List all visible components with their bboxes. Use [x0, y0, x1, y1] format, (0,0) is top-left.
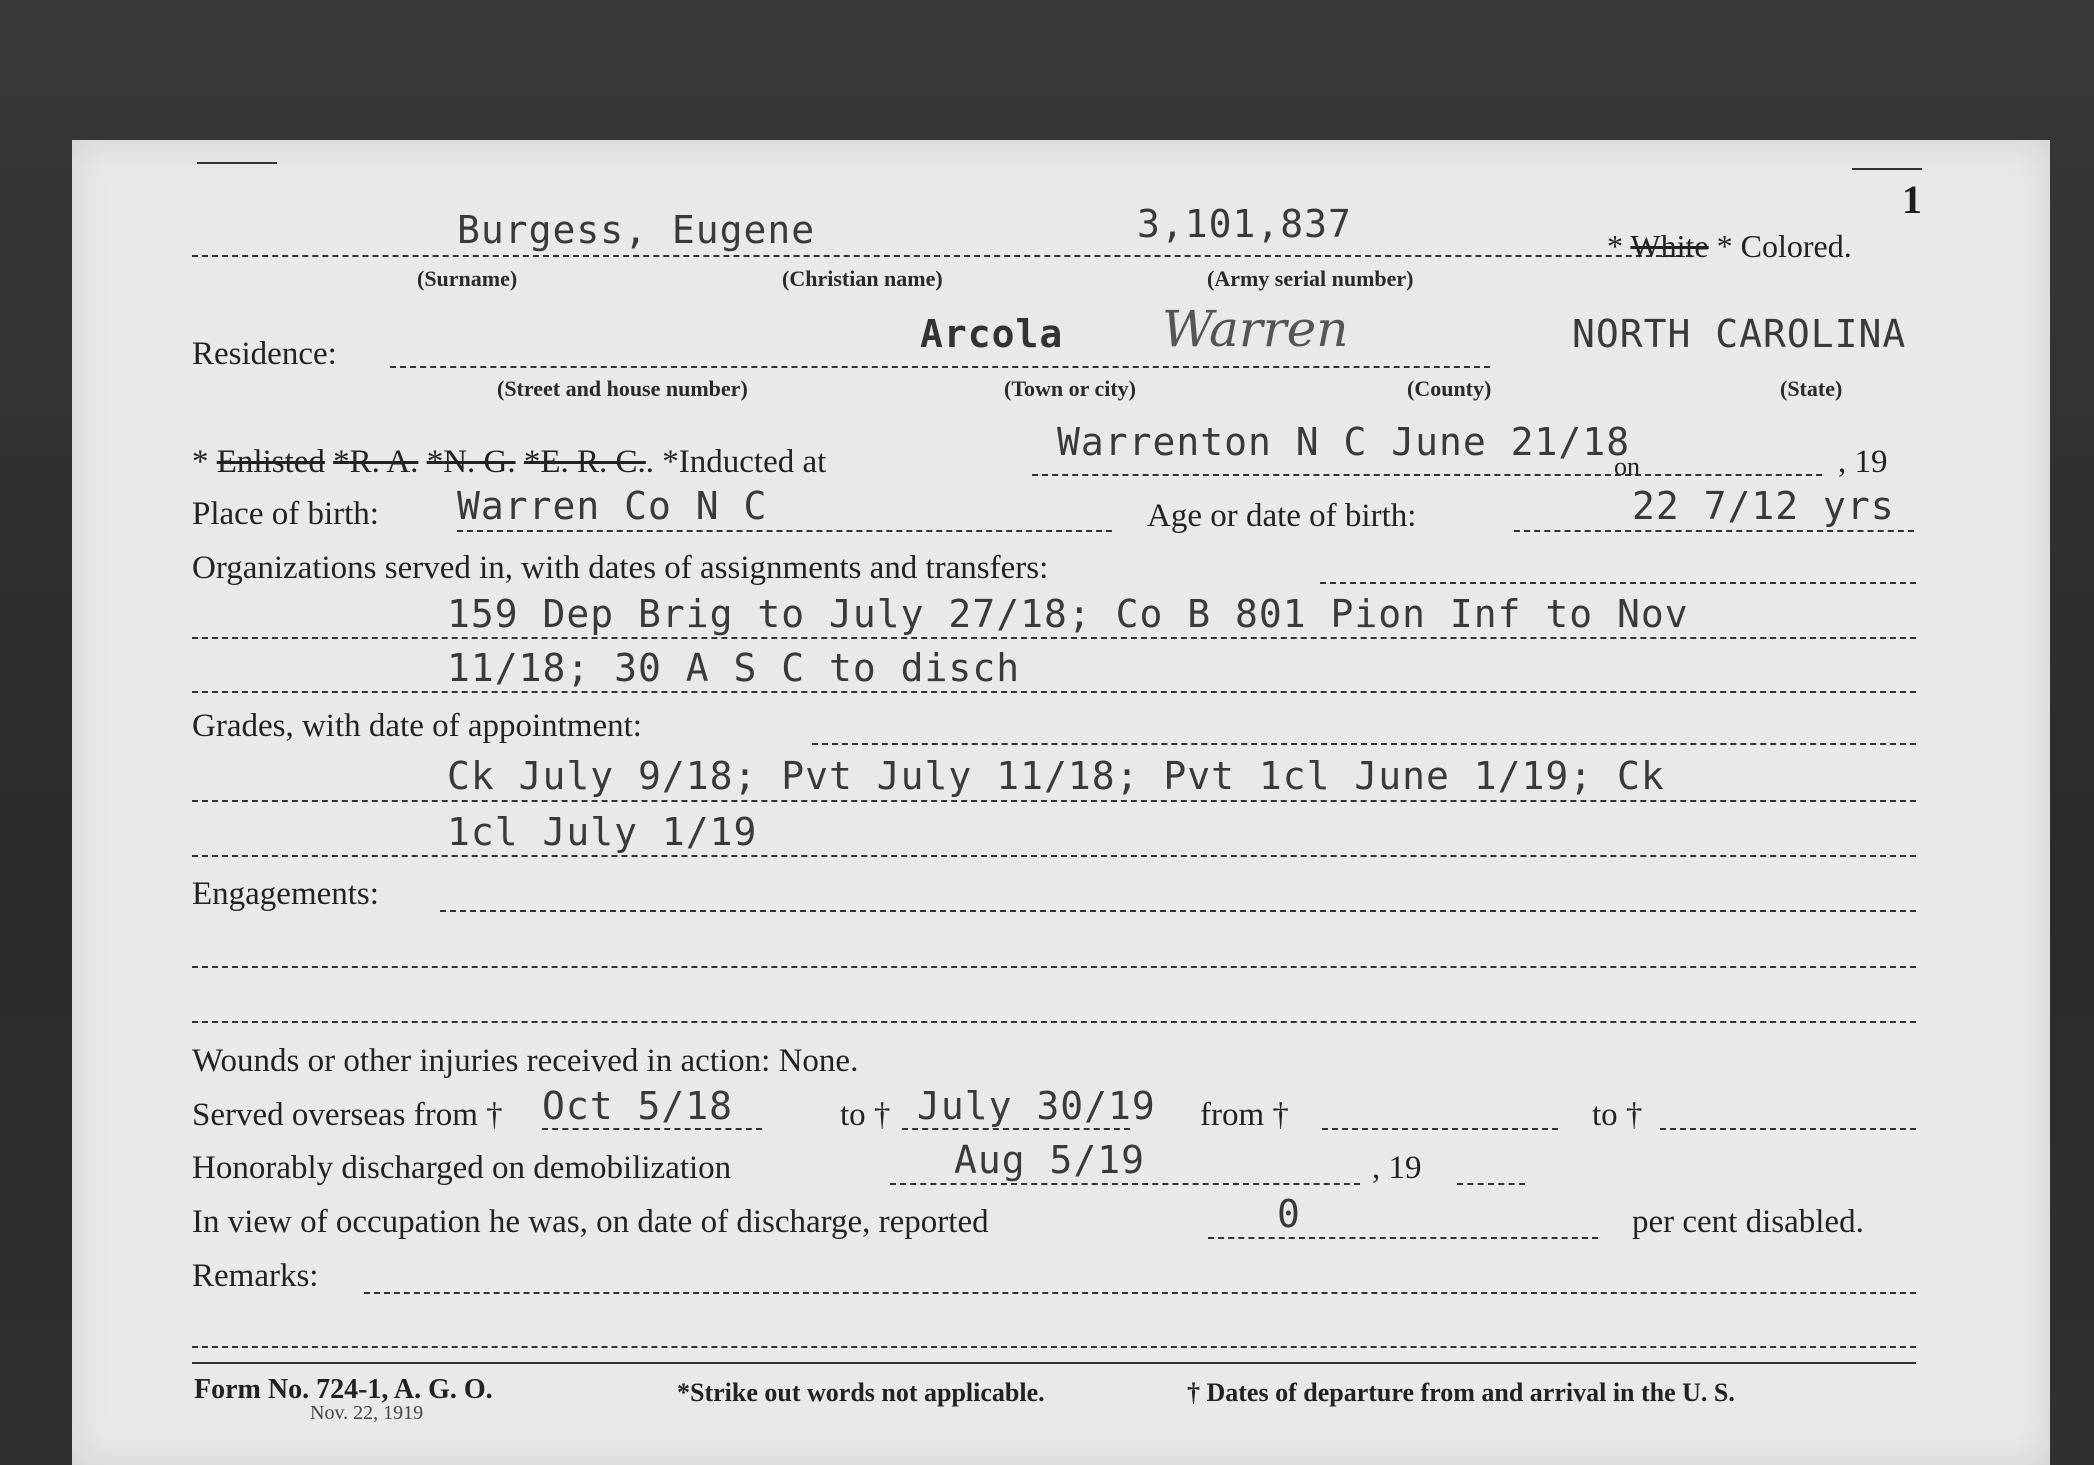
- race-field: [1607, 228, 1852, 265]
- grades-text-2: 1cl July 1/19: [447, 810, 758, 854]
- grades-line-1: [192, 800, 1916, 802]
- enlistment-type: [192, 444, 826, 481]
- top-right-rule: [1852, 168, 1922, 170]
- residence-state: NORTH CAROLINA: [1572, 312, 1907, 356]
- organizations-line-0: [1320, 582, 1916, 584]
- name-line: [192, 255, 1692, 257]
- inducted-line: [1032, 474, 1822, 476]
- caption-street: (Street and house number): [497, 376, 748, 401]
- wounds-field: [192, 1043, 858, 1080]
- ng-struck: N. G.: [443, 444, 516, 480]
- surname-christian-name: Burgess, Eugene: [457, 208, 816, 252]
- grades-line-0: [812, 743, 1916, 745]
- discharge-year-line: [1457, 1183, 1525, 1185]
- remarks-label: Remarks:: [192, 1258, 319, 1294]
- footnote-dates: † Dates of departure from and arrival in the U. S.: [1187, 1378, 1735, 1407]
- grades-line-2: [192, 855, 1916, 857]
- overseas-to-value: July 30/19: [917, 1084, 1156, 1128]
- wounds-label: Wounds or other injuries received in action:: [192, 1043, 771, 1079]
- enlisted-struck: Enlisted: [216, 444, 325, 480]
- organizations-label: Organizations served in, with dates of assignments and transfers:: [192, 550, 1049, 586]
- residence-label: Residence:: [192, 336, 337, 372]
- caption-town: (Town or city): [1004, 376, 1136, 401]
- discharge-value: Aug 5/19: [954, 1138, 1146, 1182]
- organizations-line-1: [192, 637, 1916, 639]
- disability-value: 0: [1277, 1192, 1301, 1236]
- inducted-label: . *Inducted at: [645, 444, 827, 480]
- remarks-line-2: [192, 1346, 1916, 1348]
- engagements-line-1: [192, 966, 1916, 968]
- form-number: Form No. 724-1, A. G. O.: [194, 1374, 493, 1405]
- star-3: *: [426, 444, 444, 480]
- overseas-to-label: to †: [840, 1097, 891, 1133]
- overseas-to2-line: [1660, 1128, 1916, 1130]
- overseas-from-line: [542, 1128, 762, 1130]
- residence-town: Arcola: [920, 312, 1064, 356]
- ra-struck: R. A.: [349, 444, 419, 480]
- organizations-text-1: 159 Dep Brig to July 27/18; Co B 801 Pion Inf to Nov: [447, 592, 1689, 636]
- overseas-from2-line: [1322, 1128, 1558, 1130]
- footnote-strike-out: *Strike out words not applicable.: [677, 1378, 1045, 1407]
- overseas-from-label: Served overseas from †: [192, 1097, 503, 1133]
- grades-label: Grades, with date of appointment:: [192, 708, 642, 744]
- age-label: Age or date of birth:: [1147, 498, 1417, 534]
- star-1: *: [192, 444, 209, 480]
- form-date: Nov. 22, 1919: [310, 1402, 424, 1424]
- overseas-to2-label: to †: [1592, 1097, 1643, 1133]
- overseas-from-value: Oct 5/18: [542, 1084, 734, 1128]
- race-star-2: *: [1708, 228, 1741, 264]
- disability-line: [1208, 1237, 1598, 1239]
- remarks-line-1: [364, 1292, 1916, 1294]
- engagements-line-0: [440, 910, 1916, 912]
- overseas-from2-label: from †: [1200, 1097, 1289, 1133]
- place-of-birth-value: Warren Co N C: [457, 484, 768, 528]
- discharge-year-label: , 19: [1372, 1150, 1422, 1186]
- grades-text-1: Ck July 9/18; Pvt July 11/18; Pvt 1cl June 1/19; Ck: [447, 754, 1665, 798]
- caption-county: (County): [1407, 376, 1492, 401]
- overseas-to-line: [902, 1128, 1130, 1130]
- star-4: *: [523, 444, 541, 480]
- star-2: *: [333, 444, 350, 480]
- discharge-label: Honorably discharged on demobilization: [192, 1150, 732, 1186]
- on-label: on: [1614, 452, 1640, 481]
- top-left-rule: [197, 162, 277, 164]
- caption-serial: (Army serial number): [1207, 266, 1414, 291]
- residence-county-handwritten: Warren: [1162, 300, 1349, 358]
- erc-struck: E. R. C.: [540, 444, 646, 480]
- wounds-value: None.: [778, 1043, 859, 1079]
- engagements-line-2: [192, 1021, 1916, 1023]
- inducted-value: Warrenton N C June 21/18: [1057, 420, 1631, 464]
- card-number: 1: [1902, 177, 1922, 222]
- caption-christian-name: (Christian name): [782, 266, 943, 291]
- disability-suffix: per cent disabled.: [1632, 1204, 1864, 1240]
- caption-surname: (Surname): [417, 266, 518, 291]
- caption-state: (State): [1780, 376, 1843, 401]
- residence-line: [390, 366, 1490, 368]
- footer-rule: [192, 1362, 1916, 1364]
- discharge-line: [890, 1183, 1360, 1185]
- service-record-card: [72, 140, 2050, 1465]
- place-of-birth-label: Place of birth:: [192, 496, 379, 532]
- disability-label: In view of occupation he was, on date of discharge, reported: [192, 1204, 989, 1240]
- race-star-1: *: [1607, 228, 1631, 264]
- organizations-text-2: 11/18; 30 A S C to disch: [447, 646, 1021, 690]
- organizations-line-2: [192, 691, 1916, 693]
- race-white: White: [1630, 228, 1709, 264]
- engagements-label: Engagements:: [192, 876, 379, 912]
- age-line: [1514, 530, 1914, 532]
- year-label: , 19: [1838, 444, 1888, 480]
- age-value: 22 7/12 yrs: [1632, 484, 1895, 528]
- race-colored: Colored.: [1740, 228, 1852, 264]
- place-of-birth-line: [457, 530, 1112, 532]
- army-serial-number: 3,101,837: [1137, 202, 1352, 246]
